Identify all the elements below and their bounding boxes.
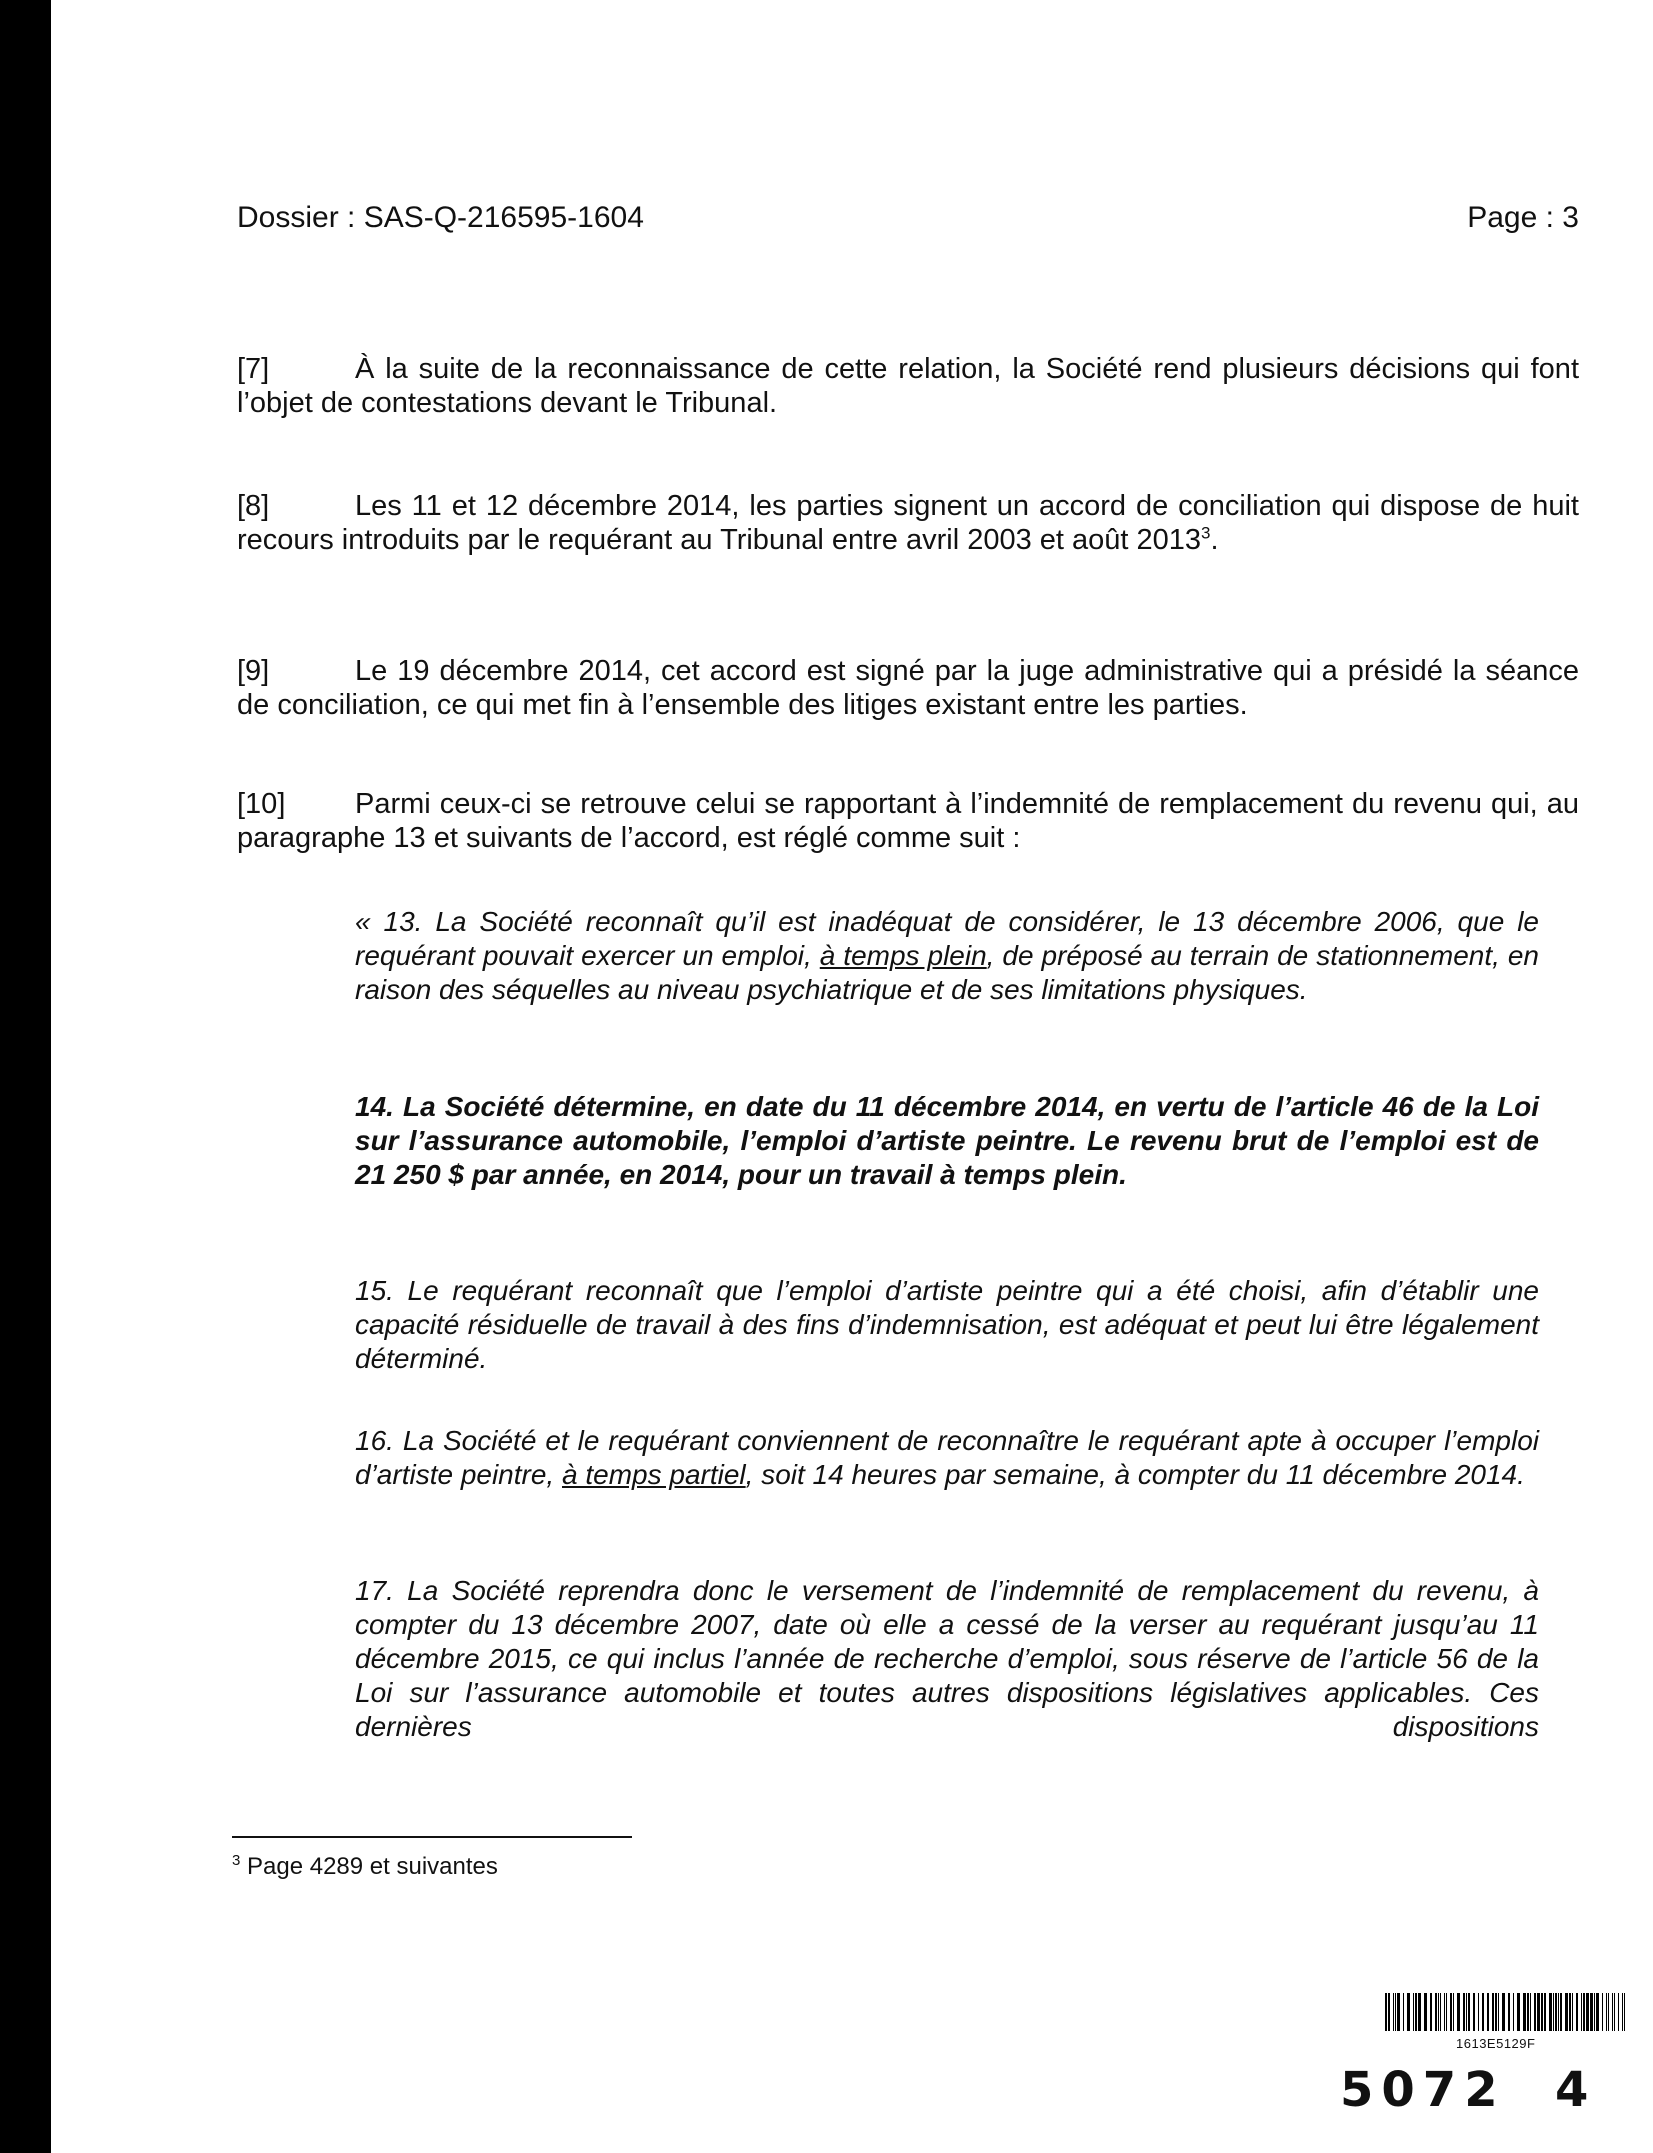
barcode-bar [1492,1993,1494,2031]
barcode-bar [1614,1993,1615,2031]
dossier-number: Dossier : SAS-Q-216595-1604 [237,201,644,234]
barcode-bar [1407,1993,1410,2031]
barcode-bar [1482,1993,1484,2031]
barcode-bar [1569,1993,1571,2031]
barcode-bar [1555,1993,1557,2031]
barcode-bar [1549,1993,1552,2031]
barcode-bar [1395,1993,1396,2031]
barcode-bar [1596,1993,1599,2031]
barcode-bar [1565,1993,1568,2031]
underlined-phrase: à temps plein [819,940,987,971]
quote-paragraph-13 [355,905,1539,1007]
barcode-bar [1468,1993,1470,2031]
page-number: Page : 3 [1467,201,1579,234]
barcode [1385,1993,1630,2031]
barcode-bar [1466,1993,1467,2031]
quote-text: , de préposé au terrain de stationnement, en raison des séquelles au niveau psychiatrique et de ses limitations physiques. [355,940,1540,1005]
paragraph-text-end: . [1210,524,1219,556]
barcode-bar [1502,1993,1505,2031]
paragraph-text: À la suite de la reconnaissance de cette relation, la Société rend plusieurs décisions qui font l’objet de contestations devant le Tribunal. [237,353,1579,419]
barcode-bar [1590,1993,1593,2031]
barcode-bar [1413,1993,1414,2031]
paragraph-text: Les 11 et 12 décembre 2014, les parties signent un accord de conciliation qui dispose de huit recours introduits par le requérant au Tribunal entre avril 2003 et août 2013 [237,490,1579,556]
barcode-bar [1388,1993,1390,2031]
quote-text: « 13. La Société reconnaît qu’il est inadéquat de considérer, le 13 décembre 2006, que le requérant pouvait exercer un emploi, [355,906,1539,971]
quote-paragraph-17 [355,1574,1539,1744]
quote-text: 14. La Société détermine, en date du 11 décembre 2014, en vertu de l’article 46 de la Loi sur l’assurance automobile, l’emploi d’artiste peintre. Le revenu brut de l’emploi est de 21 250 $ par année, en 2014, pour un travail à temps plein. [355,1091,1539,1190]
barcode-label: 1613E5129F [1456,2036,1536,2051]
barcode-bar [1513,1993,1514,2031]
barcode-bar [1583,1993,1585,2031]
footnote-divider [232,1836,632,1838]
barcode-bar [1453,1993,1454,2031]
quote-paragraph-15 [355,1274,1539,1376]
barcode-bar [1430,1993,1432,2031]
barcode-bar [1446,1993,1447,2031]
barcode-bar [1624,1993,1625,2031]
quote-text: 16. La Société et le requérant conviennent de reconnaître le requérant apte à occuper l’emploi d’artiste peintre, [355,1425,1539,1490]
barcode-bar [1576,1993,1578,2031]
quote-text: 15. Le requérant reconnaît que l’emploi d’artiste peintre qui a été choisi, afin d’établir une capacité résiduelle de travail à des fins d’indemnisation, est adéquat et peut lui être légalement déterminé. [355,1275,1539,1374]
barcode-bar [1450,1993,1452,2031]
barcode-bar [1581,1993,1582,2031]
barcode-bar [1418,1993,1421,2031]
barcode-bar [1602,1993,1603,2031]
paragraph-7 [237,352,1579,420]
footnote-marker: 3 [232,1852,241,1869]
barcode-bar [1393,1993,1394,2031]
barcode-bar [1544,1993,1546,2031]
paragraph-10 [237,787,1579,855]
barcode-bar [1541,1993,1543,2031]
barcode-bar [1498,1993,1499,2031]
barcode-bar [1553,1993,1554,2031]
barcode-bar [1438,1993,1439,2031]
barcode-bar [1523,1993,1526,2031]
barcode-bar [1622,1993,1623,2031]
barcode-bar [1572,1993,1573,2031]
barcode-bar [1537,1993,1540,2031]
quote-text: 17. La Société reprendra donc le versement de l’indemnité de remplacement du revenu, à compter du 13 décembre 2007, date où elle a cessé de la verser au requérant jusqu’au 11 décembre 2015, ce qui inclus l’année de recherche d’emploi, sous réserve de l’article 56 de la Loi sur l’assurance automobile et toutes autres dispositions législatives applicables. Ces dernières dispositions [355,1575,1539,1742]
barcode-bar [1560,1993,1562,2031]
paragraph-9 [237,654,1579,722]
barcode-bar [1487,1993,1489,2031]
barcode-bar [1403,1993,1404,2031]
barcode-bar [1618,1993,1619,2031]
barcode-bar [1586,1993,1589,2031]
page-header [237,200,1579,236]
barcode-bar [1473,1993,1475,2031]
barcode-bar [1424,1993,1427,2031]
paragraph-8 [237,489,1579,557]
paragraph-number: [10] [237,788,286,820]
paragraph-number: [9] [237,655,270,687]
scan-border [0,0,51,2153]
barcode-bar [1463,1993,1465,2031]
barcode-bar [1397,1993,1400,2031]
stamp-number: 5072 4 [1340,2062,1597,2118]
barcode-bar [1415,1993,1417,2031]
barcode-bar [1608,1993,1609,2031]
underlined-phrase: à temps partiel [562,1459,746,1490]
barcode-bar [1606,1993,1607,2031]
quote-paragraph-14 [355,1090,1539,1192]
barcode-bar [1508,1993,1510,2031]
footnote [232,1852,498,1882]
footnote-text: Page 4289 et suivantes [247,1853,498,1880]
barcode-bar [1534,1993,1536,2031]
barcode-bar [1478,1993,1479,2031]
barcode-bar [1435,1993,1437,2031]
barcode-bar [1558,1993,1559,2031]
barcode-bar [1594,1993,1595,2031]
paragraph-text: Le 19 décembre 2014, cet accord est signé par la juge administrative qui a présidé la séance de conciliation, ce qui met fin à l’ensemble des litiges existant entre les parties. [237,655,1579,721]
barcode-bar [1530,1993,1531,2031]
footnote-reference[interactable]: 3 [1201,523,1211,543]
barcode-bar [1612,1993,1613,2031]
paragraph-number: [7] [237,353,270,385]
barcode-bar [1440,1993,1441,2031]
quote-paragraph-16 [355,1424,1539,1492]
barcode-bar [1385,1993,1387,2031]
paragraph-number: [8] [237,490,270,522]
quote-text: , soit 14 heures par semaine, à compter du 11 décembre 2014. [745,1459,1525,1490]
barcode-bar [1457,1993,1460,2031]
barcode-bar [1527,1993,1529,2031]
paragraph-text: Parmi ceux-ci se retrouve celui se rapportant à l’indemnité de remplacement du revenu qui, au paragraphe 13 et suivants de l’accord, est réglé comme suit : [237,788,1579,854]
barcode-bar [1444,1993,1445,2031]
barcode-bar [1495,1993,1497,2031]
barcode-bar [1517,1993,1520,2031]
